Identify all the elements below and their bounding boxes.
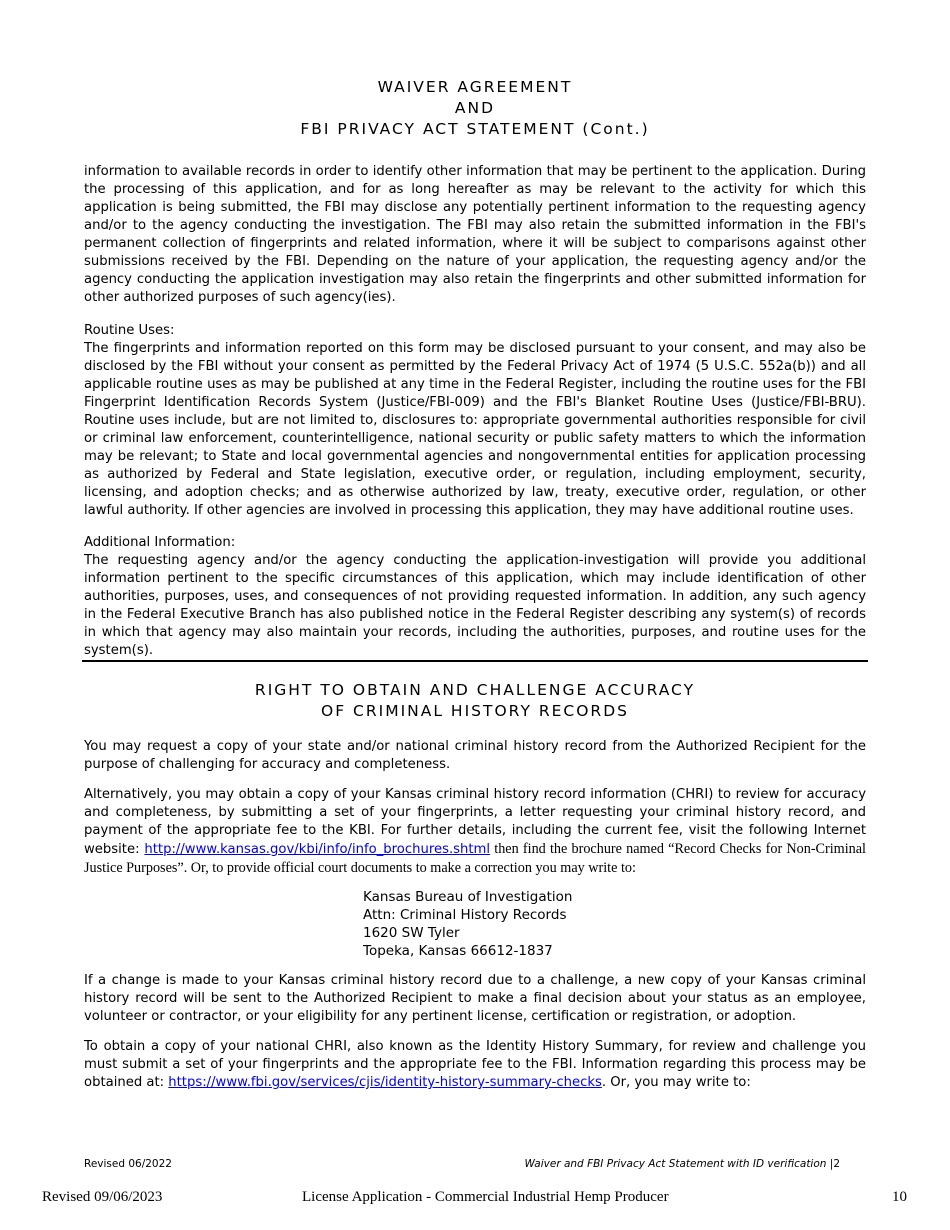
intro-paragraph: information to available records in order to identify other information that may be pertinent to the application. During the processing of this application, and for as long hereafter as may be relevant to the activity for which this application is being submitted, the FBI may disclose any potentially pertinent information to the requesting agency and/or to the agency conducting the investigation. The FBI may also retain the submitted information in the FBI's permanent collection of fingerprints and related information, where it will be subject to comparisons against other submissions received by the FBI. Depending on the nature of your application, the requesting agency and/or the agency conducting the application investigation may also retain the fingerprints and other submitted information for other authorized purposes of such agency(ies). [84,164,866,305]
page-footer-page-number: 10 [892,1189,907,1205]
inner-footer-title [524,1158,840,1170]
national-chri-text: To obtain a copy of your national CHRI, also known as the Identity History Summary, for review and challenge you must submit a set of your fingerprints and the appropriate fee to the FBI. Information regarding this process may be obtained at: [84,1039,866,1090]
inner-footer-revised: Revised 06/2022 [84,1158,172,1170]
section-divider [82,660,868,662]
address-line-4: Topeka, Kansas 66612-1837 [363,943,553,959]
additional-information-heading: Additional Information: [84,535,236,550]
address-line-1: Kansas Bureau of Investigation [363,889,573,905]
additional-information-text: The requesting agency and/or the agency conducting the application-investigation will provide you additional information pertinent to the specific circumstances of this application, which may include identification of other authorities, purposes, uses, and consequences of not providing requested information. In addition, any such agency in the Federal Executive Branch has also published notice in the Federal Register describing any system(s) of records in which that agency may also maintain your records, including the authorities, purposes, and routine uses for the system(s). [84,553,866,658]
page-title-line-2: AND [454,99,496,117]
address-line-3: 1620 SW Tyler [363,925,460,941]
inner-footer-doc-title: Waiver and FBI Privacy Act Statement with ID verification [524,1158,827,1170]
kansas-chri-paragraph [84,786,866,878]
address-line-2: Attn: Criminal History Records [363,907,567,923]
routine-uses-heading: Routine Uses: [84,323,175,338]
national-chri-paragraph [84,1038,866,1092]
page-footer-revised: Revised 09/06/2023 [42,1189,163,1205]
national-chri-after-link: . Or, you may write to: [601,1075,751,1090]
additional-information-section [84,534,866,660]
kbi-brochures-link[interactable]: http://www.kansas.gov/kbi/info/info_brochures.shtml [144,842,491,857]
kbi-mailing-address [363,888,573,960]
record-change-paragraph: If a change is made to your Kansas criminal history record due to a challenge, a new copy of your Kansas criminal history record will be sent to the Authorized Recipient to make a final decision about your status as an employee, volunteer or contractor, or your eligibility for any pertinent license, certification or registration, or adoption. [84,973,866,1024]
request-copy-paragraph: You may request a copy of your state and/or national criminal history record from the Authorized Recipient for the purpose of challenging for accuracy and completeness. [84,739,866,772]
page-title-line-3: FBI PRIVACY ACT STATEMENT (Cont.) [300,120,650,138]
routine-uses-section [84,322,866,520]
fbi-identity-history-link[interactable]: https://www.fbi.gov/services/cjis/identity-history-summary-checks [168,1075,602,1090]
kansas-chri-text: Alternatively, you may obtain a copy of your Kansas criminal history record information (CHRI) to review for accuracy and completeness, by submitting a set of your fingerprints, a letter requesting your criminal history record, and payment of the appropriate fee to the KBI. For further details, including the current fee, visit the following Internet website: [84,787,866,857]
page-title-line-1: WAIVER AGREEMENT [377,78,573,96]
section-title-line-2: OF CRIMINAL HISTORY RECORDS [321,702,629,720]
kansas-chri-after-link: then find the brochure named “Record Checks for Non-Criminal Justice Purposes”. Or, to provide official court documents to make a correction you may write to: [84,841,866,876]
routine-uses-text: The fingerprints and information reported on this form may be disclosed pursuant to your consent, and may also be disclosed by the FBI without your consent as permitted by the Federal Privacy Act of 1974 (5 U.S.C. 552a(b)) and all applicable routine uses as may be published at any time in the Federal Register, including the routine uses for the FBI Fingerprint Identification Records System (Justice/FBI-009) and the FBI's Blanket Routine Uses (Justice/FBI-BRU). Routine uses include, but are not limited to, disclosures to: appropriate governmental authorities responsible for civil or criminal law enforcement, counterintelligence, national security or public safety matters to which the information may be relevant; to State and local governmental agencies and nongovernmental entities for application processing as authorized by Federal and State legislation, executive order, or regulation, including employment, security, licensing, and adoption checks; and as otherwise authorized by law, treaty, executive order, regulation, or other lawful authority. If other agencies are involved in processing this application, they may have additional routine uses. [84,341,866,518]
inner-footer-page: |2 [829,1158,840,1170]
page-footer-title: License Application - Commercial Industrial Hemp Producer [302,1189,669,1205]
section-title-line-1: RIGHT TO OBTAIN AND CHALLENGE ACCURACY [254,681,696,699]
